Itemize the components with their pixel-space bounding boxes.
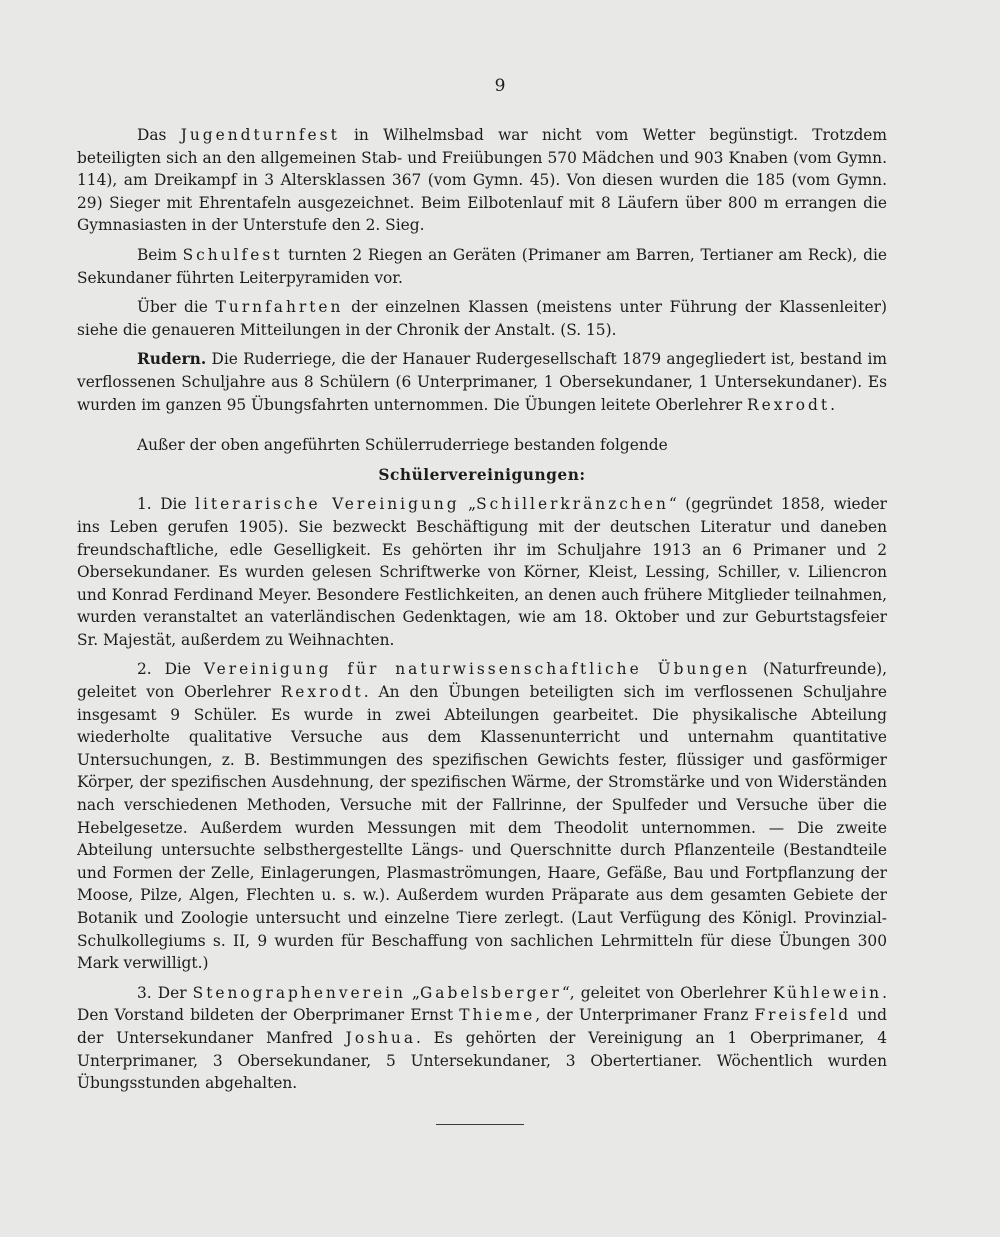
text-run: „ xyxy=(405,983,421,1002)
spaced-term: Freisfeld xyxy=(754,1006,852,1025)
body-text xyxy=(77,124,887,1102)
page-number: 9 xyxy=(494,76,506,96)
spaced-term: Rexrodt xyxy=(747,395,831,414)
spaced-term: Kühlewein xyxy=(772,983,883,1002)
paragraph-vereinigung-2 xyxy=(77,658,887,974)
text-run: . An den Übungen beteiligten sich im verflossenen Schuljahre insgesamt 9 Schüler. Es wurde in zwei Abteilungen gearbeitet. Die physikalische Abteilung wiederholte qualitative Versuche aus dem Klassenunterricht und unternahm quantitative Untersuchungen, z. B. Bestimmungen des spezifischen Gewichts fester, flüssiger und gasförmiger Körper, der spezifischen Ausdehnung, der spezifischen Wärme, der Stromstärke und von Widerständen nach verschiedenen Methoden, Versuche mit der Fallrinne, der Spulfeder und Versuche über die Hebelgesetze. Außerdem wurden Messungen mit dem Theodolit unternommen. — Die zweite Abteilung untersuchte selbsthergestellte Längs- und Querschnitte durch Pflanzenteile (Bestandteile und Formen der Zelle, Einlagerungen, Plasmaströmungen, Haare, Gefäße, Bau und Fortpflanzung der Moose, Pilze, Algen, Flechten u. s. w.). Außerdem wurden Präparate aus dem gesamten Gebiete der Botanik und Zoologie untersucht und einzelne Tiere zerlegt. (Laut Verfügung des Königl. Provinzial-Schulkollegiums s. II, 9 wurden für Beschaffung von sachlichen Lehrmitteln für diese Übungen 300 Mark verwilligt.) xyxy=(77,683,887,973)
text-run: Die Ruderriege, die der Hanauer Rudergesellschaft 1879 angegliedert ist, bestand im verflossenen Schuljahre aus 8 Schülern (6 Unterprimaner, 1 Obersekundaner, 1 Untersekundaner). Es wurden im ganzen 95 Übungsfahrten unternommen. Die Übungen leitete Oberlehrer xyxy=(77,350,887,414)
text-run: Über die xyxy=(137,298,216,317)
paragraph-vereinigung-3 xyxy=(77,982,887,1095)
spaced-term: Vereinigung für naturwissenschaftliche Übungen xyxy=(203,660,751,679)
closing-rule xyxy=(436,1124,524,1125)
text-run: Beim xyxy=(137,245,183,264)
paragraph-schulfest xyxy=(77,244,887,289)
paragraph-rudern xyxy=(77,348,887,416)
paragraph-turnfahrten xyxy=(77,296,887,341)
spaced-term: Thieme xyxy=(459,1006,536,1025)
text-run: Das xyxy=(137,126,181,144)
text-run: . Es gehörten der Vereinigung an 1 Oberprimaner, 4 Unterprimaner, 3 Obersekundaner, 5 Untersekundaner, 3 Obertertianer. Wöchentlich wurden Übungsstunden abgehalten. xyxy=(77,1028,888,1093)
paragraph-vereinigung-1 xyxy=(77,493,887,651)
spaced-term: Jugendturnfest xyxy=(180,126,340,144)
text-run: , der Unterprimaner Franz xyxy=(535,1006,755,1025)
spaced-term: Gabelsberger xyxy=(420,983,562,1002)
spaced-term: Schillerkränzchen xyxy=(476,495,669,514)
section-heading: Schülervereinigungen: xyxy=(378,465,586,484)
spaced-term: Turnfahrten xyxy=(215,298,344,317)
spaced-term: Stenographenverein xyxy=(192,983,406,1002)
paragraph-lead: Außer der oben angeführten Schülerruderriege bestanden folgende xyxy=(137,436,668,455)
section-label: Rudern. xyxy=(137,350,207,369)
text-run: 1. Die xyxy=(137,495,196,514)
text-run: (Naturfreunde), geleitet von Oberlehrer xyxy=(77,660,888,702)
text-run: . Den Vorstand bildeten der Oberprimaner Ernst xyxy=(77,983,887,1025)
paragraph-jugendturnfest xyxy=(77,124,887,237)
text-run: “, geleitet von Oberlehrer xyxy=(561,983,773,1002)
text-run: der einzelnen Klassen (meistens unter Führung der Klassenleiter) siehe die genaueren Mitteilungen in der Chronik der Anstalt. (S. 15). xyxy=(77,298,887,339)
spaced-term: Rexrodt xyxy=(280,683,364,702)
spaced-term: Schulfest xyxy=(182,245,283,264)
text-run: „ xyxy=(459,495,477,514)
text-run: 3. Der xyxy=(137,983,193,1002)
text-run: in Wilhelmsbad war nicht vom Wetter begünstigt. Trotzdem beteiligten sich an den allgemeinen Stab- und Freiübungen 570 Mädchen und 903 Knaben (vom Gymn. 114), am Dreikampf in 3 Altersklassen 367 (vom Gymn. 45). Von diesen wurden die 185 (vom Gymn. 29) Sieger mit Ehrentafeln ausgezeichnet. Beim Eilbotenlauf mit 8 Läufern über 800 m errangen die Gymnasiasten in der Unterstufe den 2. Sieg. xyxy=(77,126,888,235)
spaced-term: Joshua xyxy=(345,1028,416,1047)
spaced-term: literarische Vereinigung xyxy=(195,495,460,514)
text-run: und der Untersekundaner Manfred xyxy=(77,1006,887,1047)
text-run: . xyxy=(830,395,835,414)
text-run: turnten 2 Riegen an Geräten (Primaner am Barren, Tertianer am Reck), die Sekundaner führten Leiterpyramiden vor. xyxy=(77,245,887,287)
text-run: “ (gegründet 1858, wieder ins Leben gerufen 1905). Sie bezweckt Beschäftigung mit der deutschen Literatur und daneben freundschaftliche, edle Geselligkeit. Es gehörten ihr im Schuljahre 1913 an 6 Primaner und 2 Obersekundaner. Es wurden gelesen Schriftwerke von Körner, Kleist, Lessing, Schiller, v. Liliencron und Konrad Ferdinand Meyer. Besondere Festlichkeiten, an denen auch frühere Mitglieder teilnahmen, wurden veranstaltet an vaterländischen Gedenktagen, wie am 18. Oktober und zur Geburtstagsfeier Sr. Majestät, außerdem zu Weihnachten. xyxy=(77,495,887,649)
text-run: 2. Die xyxy=(137,660,204,679)
